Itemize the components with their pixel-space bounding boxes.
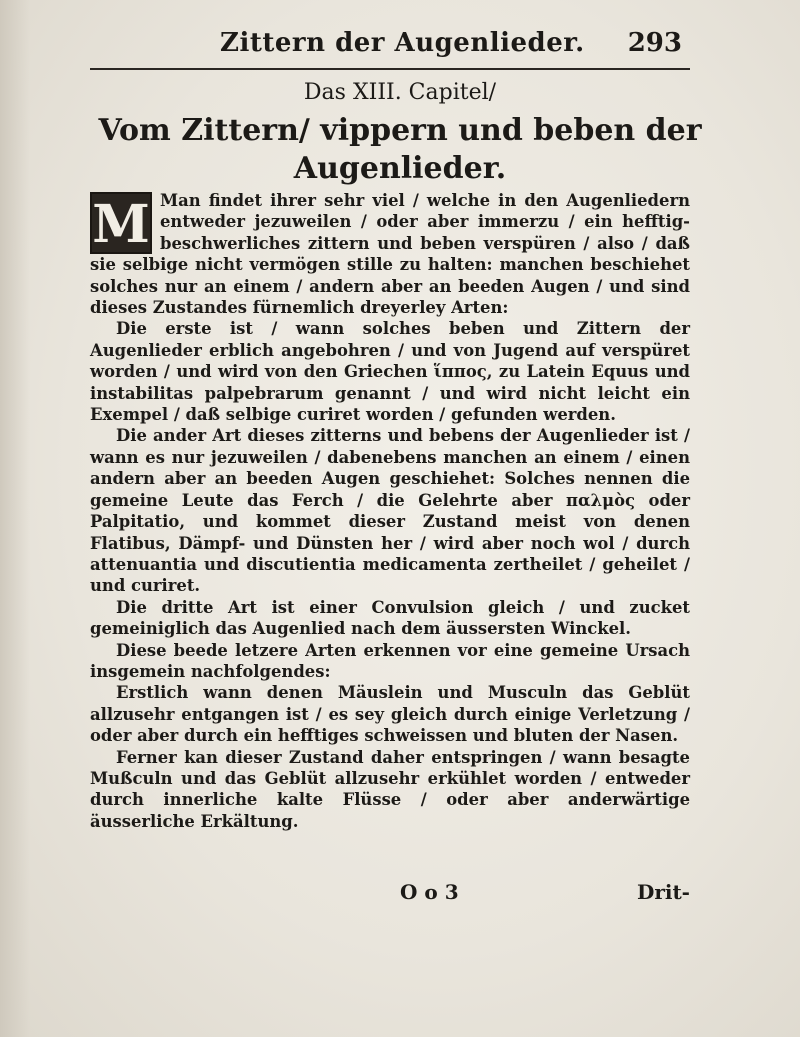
chapter-title-line-2: Augenlieder. <box>293 151 507 186</box>
chapter-label: Das XIII. Capitel/ <box>303 80 497 105</box>
paragraph-4: Die dritte Art ist einer Convulsion gleich / und zucket gemeiniglich das Augenlied nach dem äussersten Winckel. <box>90 597 690 639</box>
paragraph-2: Die erste ist / wann solches beben und Zittern der Augenlieder erblich angebohren / und von Jugend auf verspüret worden / und wird von den Griechen ἵππος, zu Latein Equus und instabilitas palpebrarum genannt / und wird nicht leicht ein Exempel / daß selbige curiret worden / gefunden werden. <box>90 319 690 425</box>
catchword: Drit- <box>636 880 690 904</box>
paragraph-1-text: Man findet ihrer sehr viel / welche in den Augenliedern entweder jezuweilen / oder aber immerzu / ein hefftig-beschwerliches zittern und beben verspüren / also / daß sie selbige nicht vermögen stille zu halten: manchen beschiehet solches nur an einem / andern aber an beeden Augen / und sind dieses Zustandes fürnemlich dreyerley Arten: <box>90 191 690 318</box>
chapter-title-line-1: Vom Zittern/ vippern und beben der <box>98 113 702 148</box>
paragraph-5: Diese beede letzere Arten erkennen vor eine gemeine Ursach insgemein nachfolgendes: <box>90 640 690 681</box>
body-text <box>90 190 690 832</box>
chapter-title <box>0 112 800 188</box>
dropcap-initial: M <box>90 192 152 254</box>
page-number: 293 <box>627 28 682 58</box>
running-head: Zittern der Augenlieder. <box>220 28 585 58</box>
page-footer <box>90 880 690 910</box>
signature-mark: O o 3 <box>400 880 459 904</box>
paragraph-7: Ferner kan dieser Zustand daher entspringen / wann besagte Mußculn und das Geblüt allzusehr erkühlet worden / entweder durch innerliche kalte Flüsse / oder aber anderwärtige äusserliche Erkältung. <box>90 747 690 831</box>
page-header <box>90 20 690 70</box>
paragraph-3: Die ander Art dieses zitterns und bebens der Augenlieder ist / wann es nur jezuweilen / dabenebens manchen an einem / einen andern aber an beeden Augen geschiehet: Solches nennen die gemeine Leute das Ferch / die Gelehrte aber παλμὸς oder Palpitatio, und kommet dieser Zustand meist von denen Flatibus, Dämpf- und Dünsten her / wird aber noch wol / durch attenuantia und discutientia medicamenta zertheilet / geheilet / und curiret. <box>90 426 690 596</box>
paragraph-1 <box>90 190 690 318</box>
paragraph-6: Erstlich wann denen Mäuslein und Musculn das Geblüt allzusehr entgangen ist / es sey gleich durch einige Verletzung / oder aber durch ein hefftiges schweissen und bluten der Nasen. <box>90 683 690 746</box>
